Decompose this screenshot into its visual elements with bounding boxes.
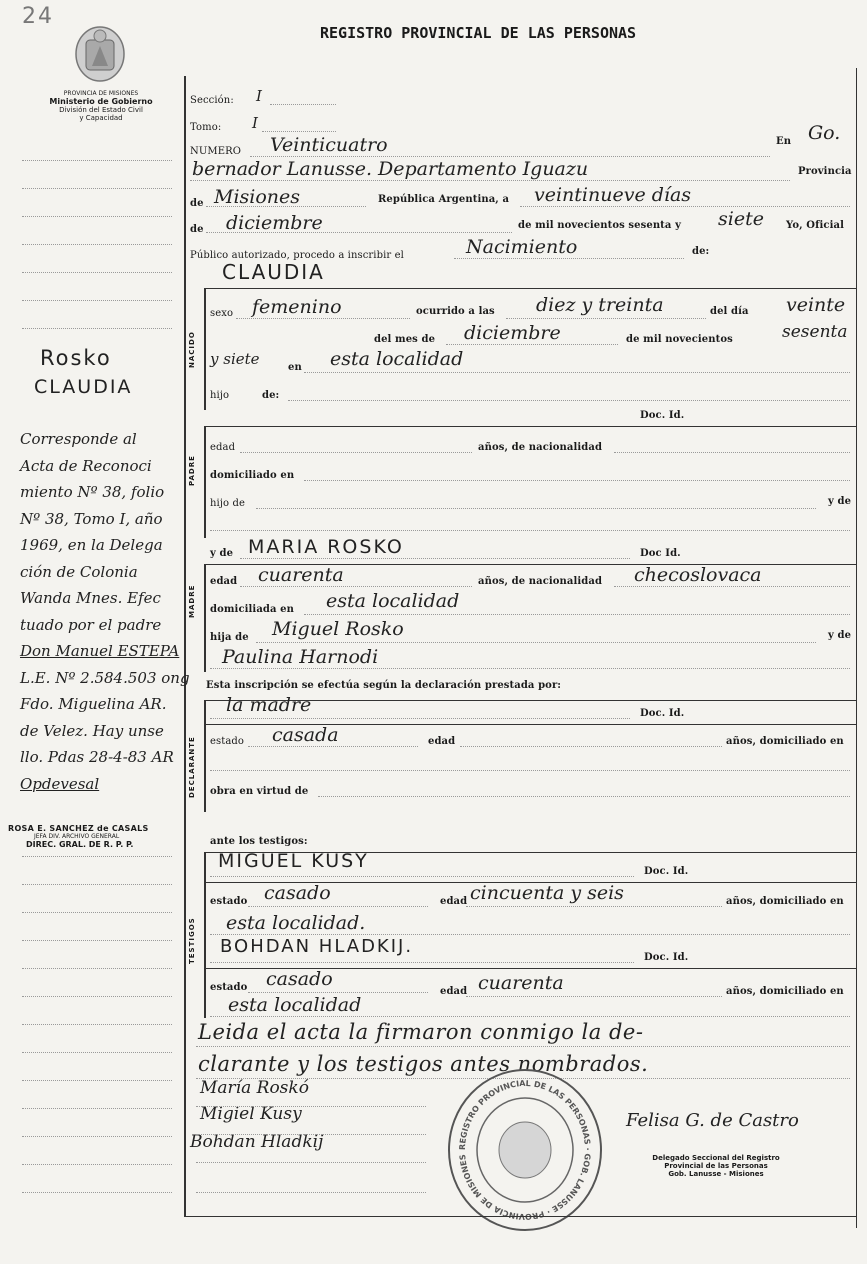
mil-novecientos-label: de mil novecientos [626,334,733,345]
tomo-value: I [252,114,258,132]
testigo2-doc-label: Doc. Id. [644,952,689,963]
margin-stamp-office: DIREC. GRAL. DE R. P. P. [26,840,134,849]
margin-note-line: Corresponde al [20,430,137,448]
signature-officer: Felisa G. de Castro [626,1110,799,1131]
numero-label: NUMERO [190,146,242,157]
margin-note [20,430,190,801]
right-border [856,68,857,1228]
hijo-de-label: de: [262,390,280,401]
margin-note-line: Fdo. Miguelina AR. [20,695,167,713]
de-label: de [190,198,204,209]
section-label-testigos: TESTIGOS [188,917,196,964]
signature-witness-2: Bohdan Hladkij [190,1132,324,1152]
madre-edad-value: cuarenta [258,564,344,586]
signature-mother: María Roskó [200,1078,309,1098]
seccion-label: Sección: [190,95,234,106]
declarante-estado-label: estado [210,736,245,747]
numero-value: Veinticuatro [270,134,388,156]
padre-edad-label: edad [210,442,236,453]
padre-domiciliado-label: domiciliado en [210,470,295,481]
testigo1-edad-label: edad [440,896,468,907]
coat-of-arms-emblem [72,22,128,84]
declarante-edad-label: edad [428,736,456,747]
hijo-label: hijo [210,390,230,401]
agency-province: PROVINCIA DE MISIONES [63,90,139,97]
margin-note-line: L.E. Nº 2.584.503 ong [20,668,190,687]
madre-hija-label: hija de [210,632,249,643]
yo-label: Yo, Oficial [786,220,844,231]
madre-yde-label: y de [210,548,234,559]
madre-dom-value: esta localidad [326,590,460,612]
agency-ministry: Ministerio de Gobierno [49,97,153,106]
tomo-label: Tomo: [190,122,222,133]
padre-anos-label: años, de nacionalidad [478,442,603,453]
margin-note-line: de Velez. Hay unse [20,721,164,740]
page-number: 24 [22,4,54,29]
officer-stamp-office: Provincial de las Personas [664,1162,768,1170]
page-title: REGISTRO PROVINCIAL DE LAS PERSONAS [320,24,637,42]
bottom-border [184,1216,856,1217]
padre-hijo-label: hijo de [210,498,245,509]
testigo2-estado-value: casado [266,968,333,990]
madre-yde-label-2: y de [828,630,852,641]
mil-label: de mil novecientos sesenta y [518,220,681,231]
margin-note-signature: Opdevesal [20,774,100,793]
madre-nac-value: checoslovaca [634,564,762,586]
declarante-estado-value: casada [272,724,339,746]
margin-stamp-role: JEFA DIV. ARCHIVO GENERAL [34,833,120,840]
margin-surname: Rosko [40,346,112,370]
hora-value: diez y treinta [536,294,664,316]
de-label-2: de [190,224,204,235]
margin-given-name: CLAUDIA [34,376,133,398]
ocurrido-label: ocurrido a las [416,306,495,317]
lugar-value: esta localidad [330,348,464,370]
month-value: diciembre [226,212,323,234]
province-value: Misiones [214,186,301,208]
siete-value: y siete [210,350,260,368]
section-label-madre: MADRE [188,584,196,618]
publico-label: Público autorizado, procedo a inscribir el [190,250,404,261]
madre-doc-label: Doc Id. [640,548,681,559]
year-value: siete [718,208,764,230]
margin-note-line: Acta de Reconoci [20,456,152,475]
officer-stamp-title: Delegado Seccional del Registro [652,1154,780,1162]
testigo2-name: BOHDAN HLADKIJ. [220,936,414,957]
de-colon-label: de: [692,246,710,257]
signature-witness-1: Migiel Kusy [200,1104,302,1124]
testigo1-edad-value: cincuenta y seis [470,882,624,904]
testigo2-dom-value: esta localidad [228,994,362,1016]
act-value: Nacimiento [466,236,578,258]
declarante-value: la madre [226,694,312,716]
declarante-obra-label: obra en virtud de [210,786,309,797]
testigo2-edad-value: cuarenta [478,972,564,994]
declarante-doc-label: Doc. Id. [640,708,685,719]
testigo1-estado-value: casado [264,882,331,904]
margin-note-line: Nº 38, Tomo I, año [20,509,163,528]
margin-note-line: miento Nº 38, folio [20,483,165,501]
official-seal [446,1066,604,1234]
testigo2-edad-label: edad [440,986,468,997]
madre-name: MARIA ROSKO [248,536,404,558]
dia-value: veinte [786,294,846,316]
testigo1-anos-label: años, domiciliado en [726,896,844,907]
declarante-anos-label: años, domiciliado en [726,736,844,747]
nacido-doc-label: Doc. Id. [640,410,685,421]
day-value: veintinueve días [534,184,692,206]
margin-stamp-name: ROSA E. SANCHEZ de CASALS [8,824,149,833]
agency-division: División del Estado Civil [59,106,143,114]
section-label-nacido: NACIDO [188,331,196,368]
seccion-value: I [256,87,262,105]
del-dia-label: del día [710,306,749,317]
child-name: CLAUDIA [222,260,325,284]
officer-stamp-location: Gob. Lanusse - Misiones [668,1170,764,1178]
testigo1-name: MIGUEL KUSY [218,850,369,872]
seal-text: REGISTRO PROVINCIAL DE LAS PERSONAS · GOB. LANUSSE · PROVINCIA DE MISIONES [457,1078,593,1222]
closing-line-2: clarante y los testigos antes nombrados. [198,1052,649,1076]
madre-padre-value: Miguel Rosko [272,618,404,640]
testigo1-estado-label: estado [210,896,248,907]
republica-label: República Argentina, a [378,194,510,205]
madre-edad-label: edad [210,576,238,587]
testigo1-doc-label: Doc. Id. [644,866,689,877]
en-label-nacido: en [288,362,302,373]
declaracion-label: Esta inscripción se efectúa según la declaración prestada por: [206,680,562,691]
sesenta-value: sesenta [782,322,848,342]
agency-capacity: y Capacidad [79,114,123,122]
margin-note-line: llo. Pdas 28-4-83 AR [20,748,174,766]
margin-note-line: Wanda Mnes. Efec [20,589,161,607]
margin-note-line: ción de Colonia [20,562,138,581]
mes-label: del mes de [374,334,436,345]
madre-nac-label: años, de nacionalidad [478,576,603,587]
provincia-label: Provincia [798,166,852,177]
margin-note-line: tuado por el padre [20,615,162,634]
testigos-label: ante los testigos: [210,836,308,847]
madre-madre-value: Paulina Harnodi [222,646,379,668]
en-value: Go. [808,122,841,144]
margin-note-line: 1969, en la Delega [20,536,163,554]
sexo-label: sexo [210,308,234,319]
testigo2-anos-label: años, domiciliado en [726,986,844,997]
en-label: En [776,136,792,147]
sexo-value: femenino [252,296,342,318]
testigo2-estado-label: estado [210,982,248,993]
testigo1-dom-value: esta localidad. [226,912,366,934]
mes-value: diciembre [464,322,561,344]
closing-line-1: Leida el acta la firmaron conmigo la de- [198,1020,644,1044]
place-value: bernador Lanusse. Departamento Iguazu [192,158,589,180]
section-label-declarante: DECLARANTE [188,736,196,798]
margin-note-line: Don Manuel ESTEPA [20,642,180,660]
padre-yde-label: y de [828,496,852,507]
madre-domiciliada-label: domiciliada en [210,604,294,615]
section-label-padre: PADRE [188,455,196,486]
